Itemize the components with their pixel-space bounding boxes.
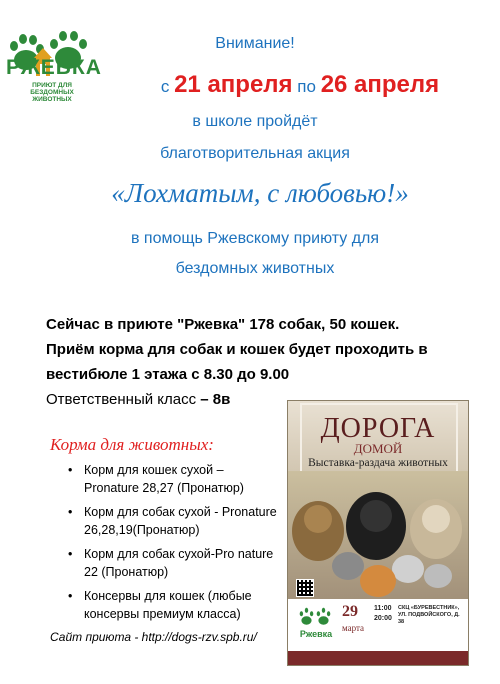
- poster-info-panel: [288, 599, 468, 665]
- feed-title: Корма для животных:: [50, 435, 214, 454]
- bullet-icon: •: [68, 547, 73, 561]
- list-item: • Корм для кошек сухой – Pronature 28,27 (Пронатюр): [68, 463, 244, 495]
- poster-day: 29: [342, 603, 358, 620]
- poster-place: СКЦ «БУРЕВЕСТНИК», УЛ. ПОДВОЙСКОГО, Д. 38: [398, 605, 460, 625]
- from-word: с: [160, 77, 170, 96]
- responsible-class: [46, 391, 230, 408]
- responsible-value: – 8в: [200, 391, 231, 408]
- poster-footer-bar: [288, 651, 468, 665]
- collection-text: Приём корма для собак и кошек будет проходить в: [46, 341, 428, 358]
- help-line: в помощь Ржевскому приюту для: [130, 230, 380, 247]
- poster-logo-name: Ржевка: [299, 629, 333, 639]
- poster-subtitle: ДОМОЙ: [353, 441, 403, 456]
- to-word: по: [297, 77, 316, 96]
- poster-subtitle2: Выставка-раздача животных: [308, 457, 448, 469]
- shelter-website-text: Сайт приюта - http://dogs-rzv.spb.ru/: [50, 630, 257, 644]
- event-poster-image: [287, 400, 469, 666]
- school-line: в школе пройдёт: [192, 113, 318, 130]
- animals-illustration-icon: [288, 471, 468, 599]
- list-item: • Корм для собак сухой - Pronature 26,28,19(Пронатюр): [68, 505, 277, 537]
- qr-code-icon: [296, 579, 314, 597]
- logo-name: РЖЕВКА: [6, 56, 102, 79]
- logo-subtitle: ПРИЮТ ДЛЯ БЕЗДОМНЫХ ЖИВОТНЫХ: [30, 82, 74, 103]
- bullet-icon: •: [68, 589, 73, 603]
- charity-line: благотворительная акция: [160, 145, 350, 162]
- poster-time-from: 11:00: [374, 605, 392, 612]
- poster-logo-icon: [298, 605, 332, 631]
- bullet-icon: •: [68, 505, 73, 519]
- poster-animals-photo: [288, 471, 468, 599]
- collection-time-text: вестибюле 1 этажа с 8.30 до 9.00: [46, 366, 290, 383]
- feed-list: [68, 461, 278, 629]
- date-range: [95, 71, 500, 99]
- poster-time-to: 20:00: [374, 615, 392, 622]
- date-to: 26 апреля: [320, 71, 440, 98]
- action-name: «Лохматым, с любовью!»: [111, 178, 409, 208]
- list-item: • Консервы для кошек (любые консервы премиум класса): [68, 589, 252, 621]
- animals-line: бездомных животных: [175, 260, 335, 277]
- shelter-count-text: Сейчас в приюте "Ржевка" 178 собак, 50 кошек.: [46, 316, 400, 333]
- bullet-icon: •: [68, 463, 73, 477]
- poster-title: ДОРОГА: [320, 413, 436, 444]
- responsible-label: Ответственный класс: [46, 391, 197, 408]
- attention-heading: Внимание!: [215, 35, 295, 52]
- poster-month: марта: [342, 623, 365, 633]
- date-from: 21 апреля: [174, 71, 293, 98]
- list-item: • Корм для собак сухой-Pro nature 22 (Пронатюр): [68, 547, 274, 579]
